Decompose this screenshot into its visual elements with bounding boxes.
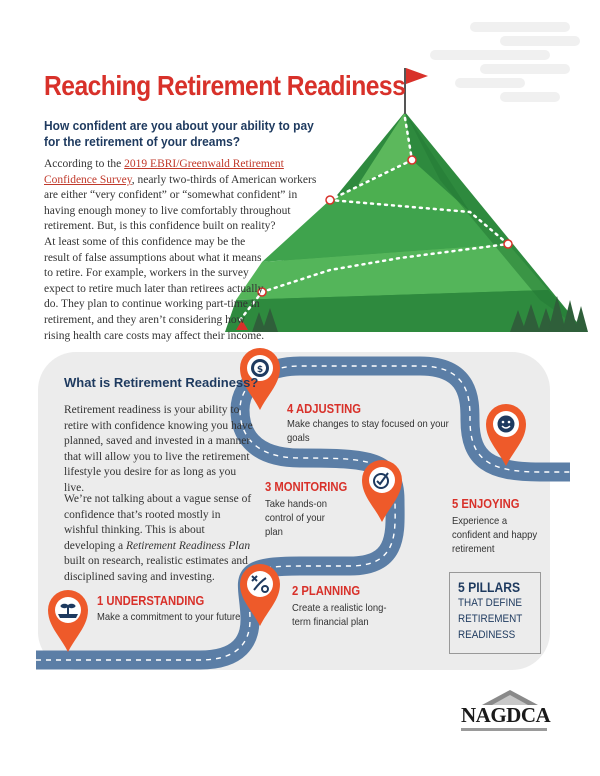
step-title: 4 ADJUSTING (287, 402, 361, 416)
logo-underline (461, 728, 547, 731)
page-subtitle: How confident are you about your ability to pay for the retirement of your dreams? (44, 118, 314, 149)
cloud-decoration (430, 22, 580, 102)
intro-text: According to the (44, 158, 125, 170)
step-description: Experience a confident and happy retirement (452, 515, 538, 555)
readiness-paragraph-2 (64, 492, 256, 586)
step-title: 3 MONITORING (265, 480, 348, 494)
pillars-line: READINESS (458, 629, 516, 641)
step-title: 2 PLANNING (292, 584, 361, 598)
readiness-paragraph-1: Retirement readiness is your ability to retire with confidence knowing you have planned, saved and invested in a manner that will allow you to live the retirement lifestyle you desire for as long as you live. (64, 404, 253, 494)
step-1 (97, 594, 257, 624)
nagdca-logo: NAGDCA (461, 703, 551, 727)
pin-5 (484, 402, 528, 468)
intro-text: , nearly two-thirds of American workers are either “very confident” or “somewhat confident” in having enough money to live comfortably throughout retirement. But, is this confidence built on reality? (44, 173, 317, 233)
pillars-line: RETIREMENT (458, 613, 523, 625)
pillars-title: 5 PILLARS (458, 580, 521, 595)
step-5 (452, 497, 552, 556)
pin-1 (46, 588, 90, 654)
intro-paragraph-2: At least some of this confidence may be the result of false assumptions about what it means to retire. For example, workers in the survey expect to retire much later than retirees actually do. They plan to continue working part-time in retirement, and they aren’t considering how rising health care costs may affect their income. (44, 236, 265, 342)
readiness-heading: What is Retirement Readiness? (64, 375, 259, 390)
pillars-line: THAT DEFINE (458, 597, 522, 609)
step-title: 5 ENJOYING (452, 497, 520, 511)
step-3 (265, 480, 365, 539)
page-title: Reaching Retirement Readiness (44, 70, 406, 101)
readiness-plan-emphasis: Retirement Readiness Plan (125, 539, 251, 552)
intro-paragraph-1 (44, 157, 322, 235)
pin-3 (360, 458, 404, 524)
pillars-subtitle (458, 595, 525, 643)
readiness-text: We’re not talking about a vague sense of confidence that’s rooted mostly in wishful thinking. This is about developing a (64, 493, 252, 552)
step-2 (292, 584, 442, 629)
flag-icon (406, 68, 428, 84)
step-description: Create a realistic long-term financial plan (292, 602, 387, 628)
step-description: Make a commitment to your future (97, 611, 241, 623)
survey-link[interactable]: 2019 EBRI/Greenwald Retirement Confidence Survey (44, 158, 284, 186)
step-title: 1 UNDERSTANDING (97, 594, 205, 608)
smiley-icon (498, 416, 515, 433)
readiness-text: built on research, realistic estimates and disciplined saving and investing. (64, 555, 248, 583)
step-4 (287, 402, 467, 445)
svg-text:$: $ (256, 365, 264, 375)
step-description: Make changes to stay focused on your goals (287, 418, 449, 444)
step-description: Take hands-on control of your plan (265, 498, 328, 538)
pillars-box (449, 572, 541, 654)
